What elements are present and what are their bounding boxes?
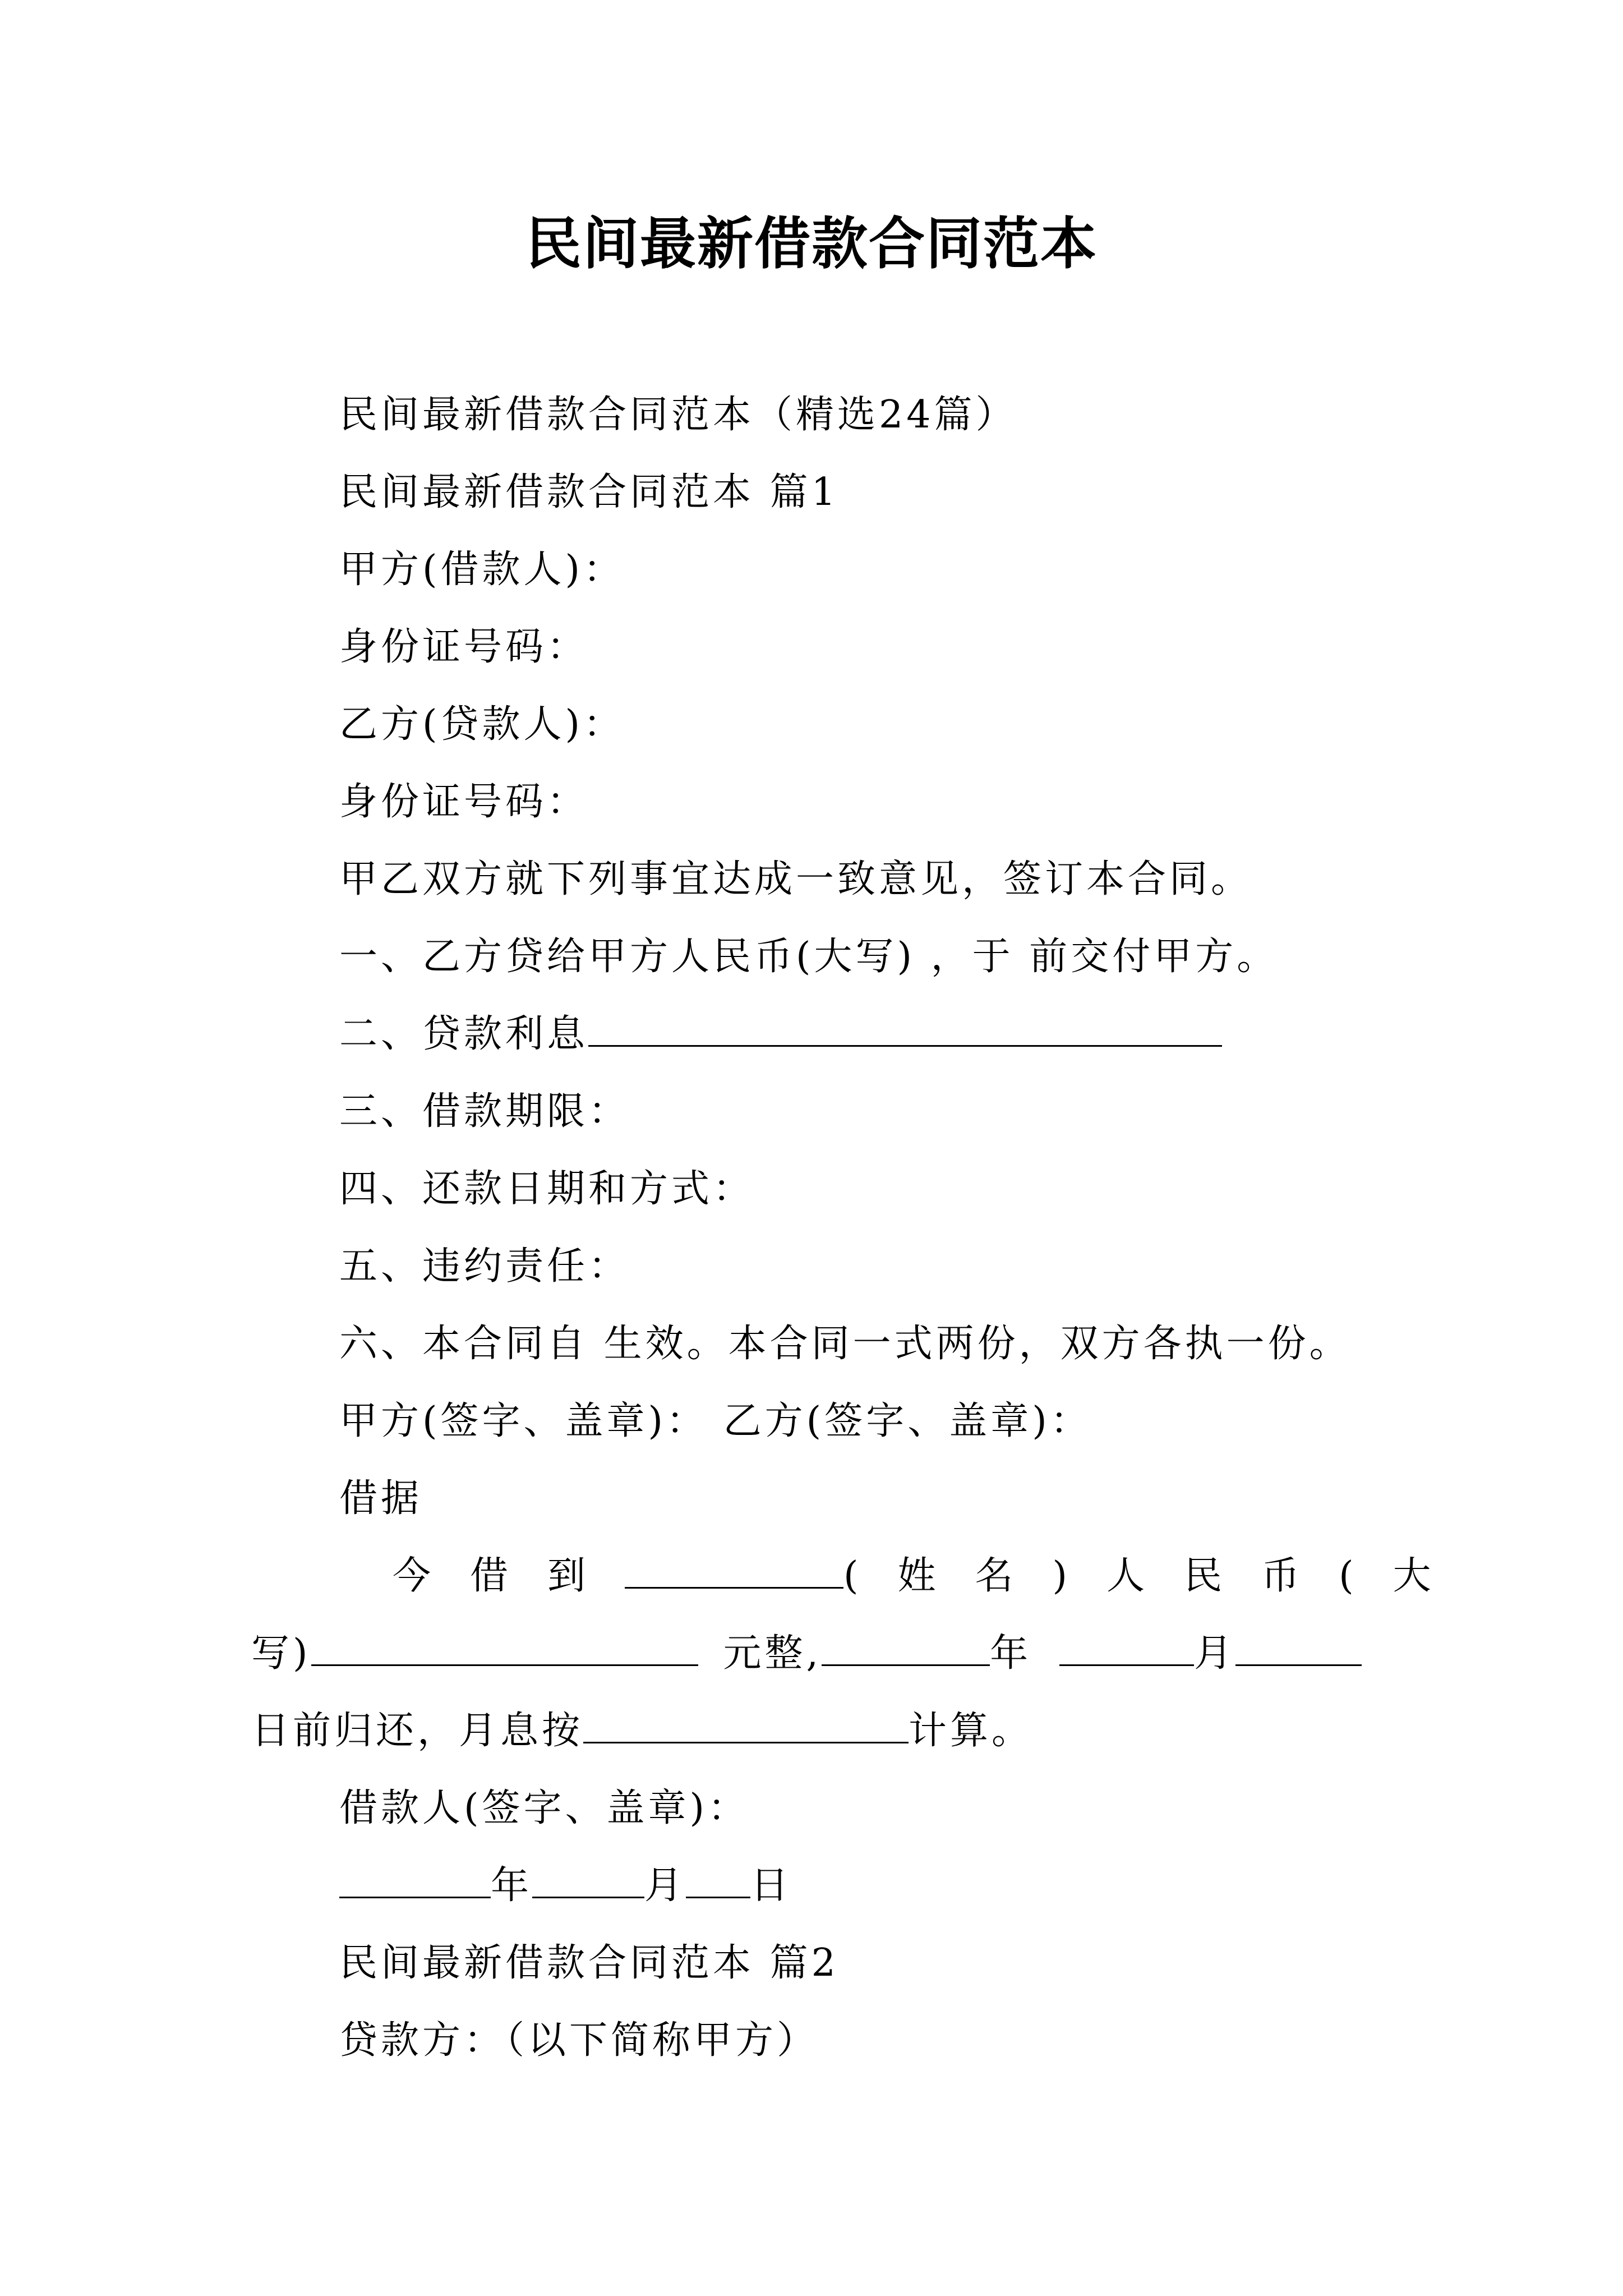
section-heading-2: 民间最新借款合同范本 篇2 — [339, 1941, 839, 1985]
document-title: 民间最新借款合同范本 — [525, 211, 1098, 277]
interest-rate-blank — [583, 1708, 909, 1743]
date-year-blank — [339, 1863, 491, 1898]
party-b-label: 乙方(贷款人)： — [339, 702, 625, 747]
party-b-id-label: 身份证号码： — [339, 780, 589, 824]
month-blank — [1059, 1631, 1194, 1666]
receipt-return-text: 日前归还，月息按 — [251, 1709, 584, 1753]
day-blank — [1235, 1631, 1362, 1666]
receipt-calc-text: 计算。 — [909, 1709, 1034, 1753]
receipt-line-2 — [251, 1626, 1362, 1682]
borrower-signature: 借款人(签字、盖章)： — [339, 1786, 750, 1830]
agreement-statement: 甲乙双方就下列事宜达成一致意见，签订本合同。 — [339, 857, 1253, 901]
section-heading-1: 民间最新借款合同范本 篇1 — [339, 470, 839, 514]
receipt-borrow-text: 今借到 — [393, 1554, 625, 1598]
receipt-name-text: (姓名)人民币(大 — [843, 1554, 1470, 1598]
receipt-line-3 — [251, 1703, 1033, 1759]
party-a-id-label: 身份证号码： — [339, 625, 589, 669]
receipt-write-text: 写) — [251, 1631, 311, 1676]
date-day-text: 日 — [750, 1864, 792, 1908]
interest-blank — [588, 1011, 1222, 1047]
date-day-blank — [686, 1863, 750, 1898]
date-month-blank — [532, 1863, 644, 1898]
date-year-text: 年 — [491, 1864, 533, 1908]
subtitle-line: 民间最新借款合同范本（精选24篇） — [339, 393, 1017, 437]
year-blank — [822, 1631, 990, 1666]
clause-2 — [339, 1006, 1222, 1062]
receipt-heading: 借据 — [339, 1476, 423, 1521]
date-month-text: 月 — [644, 1864, 686, 1908]
lender-label: 贷款方：（以下简称甲方） — [339, 2018, 819, 2063]
clause-6: 六、本合同自 生效。本合同一式两份，双方各执一份。 — [339, 1322, 1351, 1366]
receipt-date-line — [339, 1858, 792, 1914]
clause-2-text: 二、贷款利息 — [339, 1012, 589, 1056]
amount-blank — [311, 1631, 698, 1666]
name-blank — [625, 1553, 843, 1589]
receipt-line-1 — [393, 1548, 1470, 1604]
clause-5: 五、违约责任： — [339, 1244, 630, 1289]
receipt-year-text: 年 — [990, 1631, 1032, 1676]
clause-4: 四、还款日期和方式： — [339, 1167, 755, 1211]
receipt-yuan-text: 元整, — [723, 1631, 822, 1676]
party-a-label: 甲方(借款人)： — [339, 547, 625, 592]
clause-1: 一、乙方贷给甲方人民币(大写) ，于 前交付甲方。 — [339, 935, 1279, 979]
signature-line: 甲方(签字、盖章)： 乙方(签字、盖章)： — [339, 1399, 1092, 1443]
clause-3: 三、借款期限： — [339, 1089, 630, 1134]
receipt-month-text: 月 — [1194, 1631, 1236, 1676]
